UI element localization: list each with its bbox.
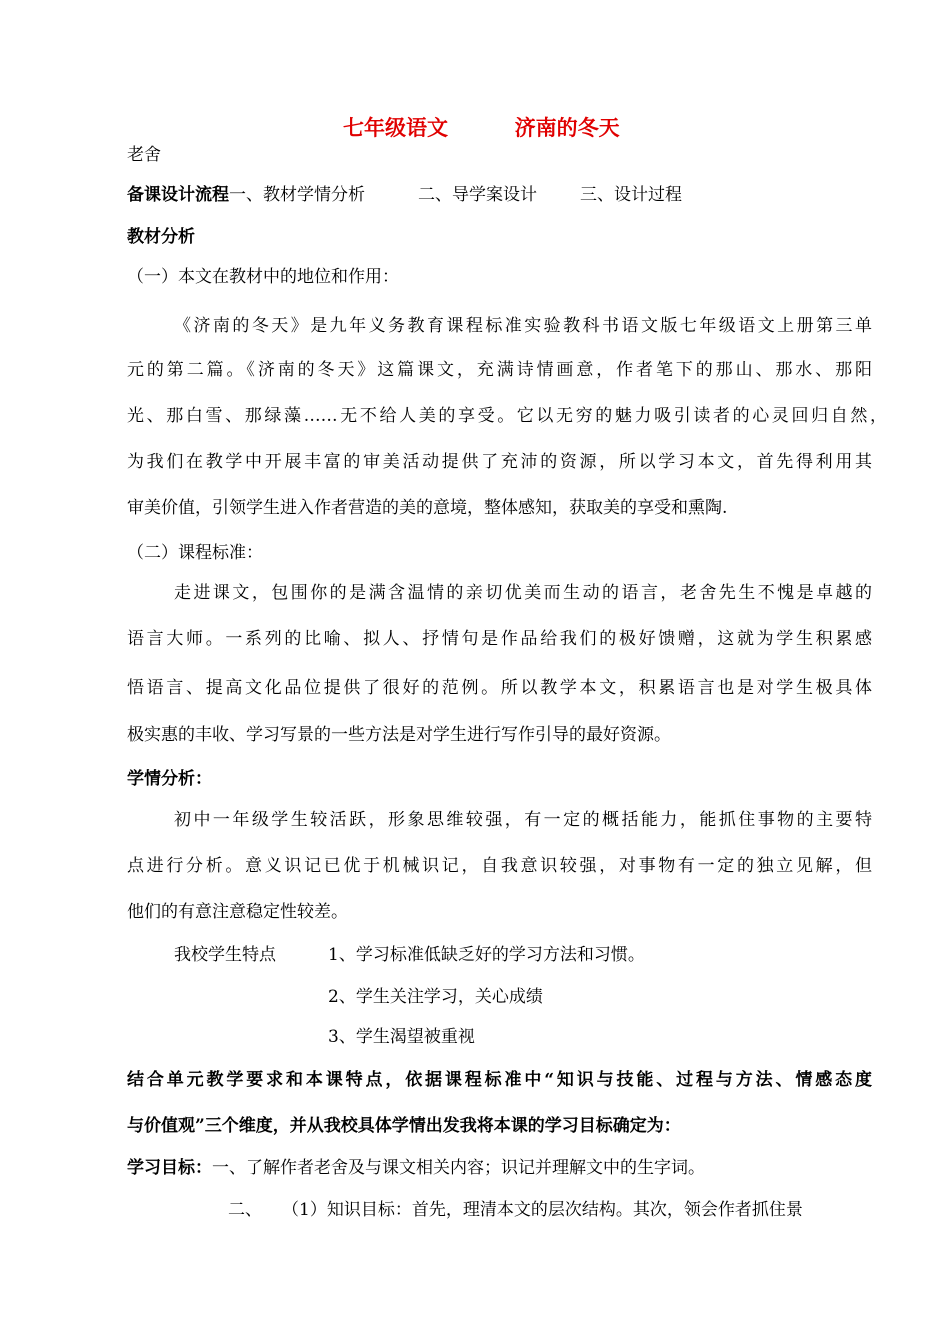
title-lesson: 济南的冬天: [514, 115, 620, 140]
feature-item: 2、学生关注学习，关心成绩: [328, 987, 543, 1007]
student-heading: 学情分析：: [127, 769, 212, 789]
section1-line: 为我们在教学中开展丰富的审美活动提供了充沛的资源，所以学习本文，首先得利用其: [127, 452, 872, 472]
features-label: 我校学生特点: [174, 945, 276, 965]
flow-label: 备课设计流程: [127, 185, 229, 205]
section2-line: 走进课文，包围你的是满含温情的亲切优美而生动的语言，老舍先生不愧是卓越的: [174, 583, 872, 603]
section1-line: 光、那白雪、那绿藻……无不给人美的享受。它以无穷的魅力吸引读者的心灵回归自然，: [127, 406, 887, 426]
flow-item-1: 一、教材学情分析: [229, 185, 365, 205]
combined-line: 与价值观”三个维度，并从我校具体学情出发我将本课的学习目标确定为：: [127, 1116, 681, 1136]
material-heading: 教材分析: [127, 227, 195, 247]
combined-line: 结合单元教学要求和本课特点，依据课程标准中“知识与技能、过程与方法、情感态度: [127, 1070, 872, 1090]
flow-item-3: 三、设计过程: [580, 185, 682, 205]
section2-line: 极实惠的丰收、学习写景的一些方法是对学生进行写作引导的最好资源。: [127, 725, 671, 745]
student-line: 他们的有意注意稳定性较差。: [127, 902, 348, 922]
goal-item-2-text: （1）知识目标：首先，理清本文的层次结构。其次，领会作者抓住景: [282, 1200, 803, 1220]
goals-line-1: [127, 1160, 705, 1177]
section1-line: 《济南的冬天》是九年义务教育课程标准实验教科书语文版七年级语文上册第三单: [174, 316, 872, 336]
goal-item-2-num: 二、: [228, 1200, 262, 1220]
section2-line: 悟语言、提高文化品位提供了很好的范例。所以教学本文，积累语言也是对学生极具体: [127, 678, 872, 698]
title-grade: 七年级语文: [343, 115, 448, 140]
student-line: 点进行分析。意义识记已优于机械识记，自我意识较强，对事物有一定的独立见解，但: [127, 856, 872, 876]
section1-heading: （一）本文在教材中的地位和作用：: [127, 267, 399, 287]
design-flow: [127, 187, 365, 204]
flow-item-2: 二、导学案设计: [418, 185, 537, 205]
goal-item-1: 一、了解作者老舍及与课文相关内容；识记并理解文中的生字词。: [212, 1158, 705, 1178]
goals-label: 学习目标：: [127, 1158, 212, 1178]
student-line: 初中一年级学生较活跃，形象思维较强，有一定的概括能力，能抓住事物的主要特: [174, 810, 872, 830]
author: 老舍: [127, 145, 161, 165]
section1-line: 元的第二篇。《济南的冬天》这篇课文，充满诗情画意，作者笔下的那山、那水、那阳: [127, 360, 872, 380]
section1-line: 审美价值，引领学生进入作者营造的美的意境，整体感知，获取美的享受和熏陶.: [127, 498, 728, 518]
page-title: [343, 117, 620, 138]
feature-item: 1、学习标准低缺乏好的学习方法和习惯。: [328, 945, 645, 965]
feature-item: 3、学生渴望被重视: [328, 1027, 475, 1047]
section2-heading: （二）课程标准：: [127, 543, 263, 563]
section2-line: 语言大师。一系列的比喻、拟人、抒情句是作品给我们的极好馈赠，这就为学生积累感: [127, 629, 872, 649]
